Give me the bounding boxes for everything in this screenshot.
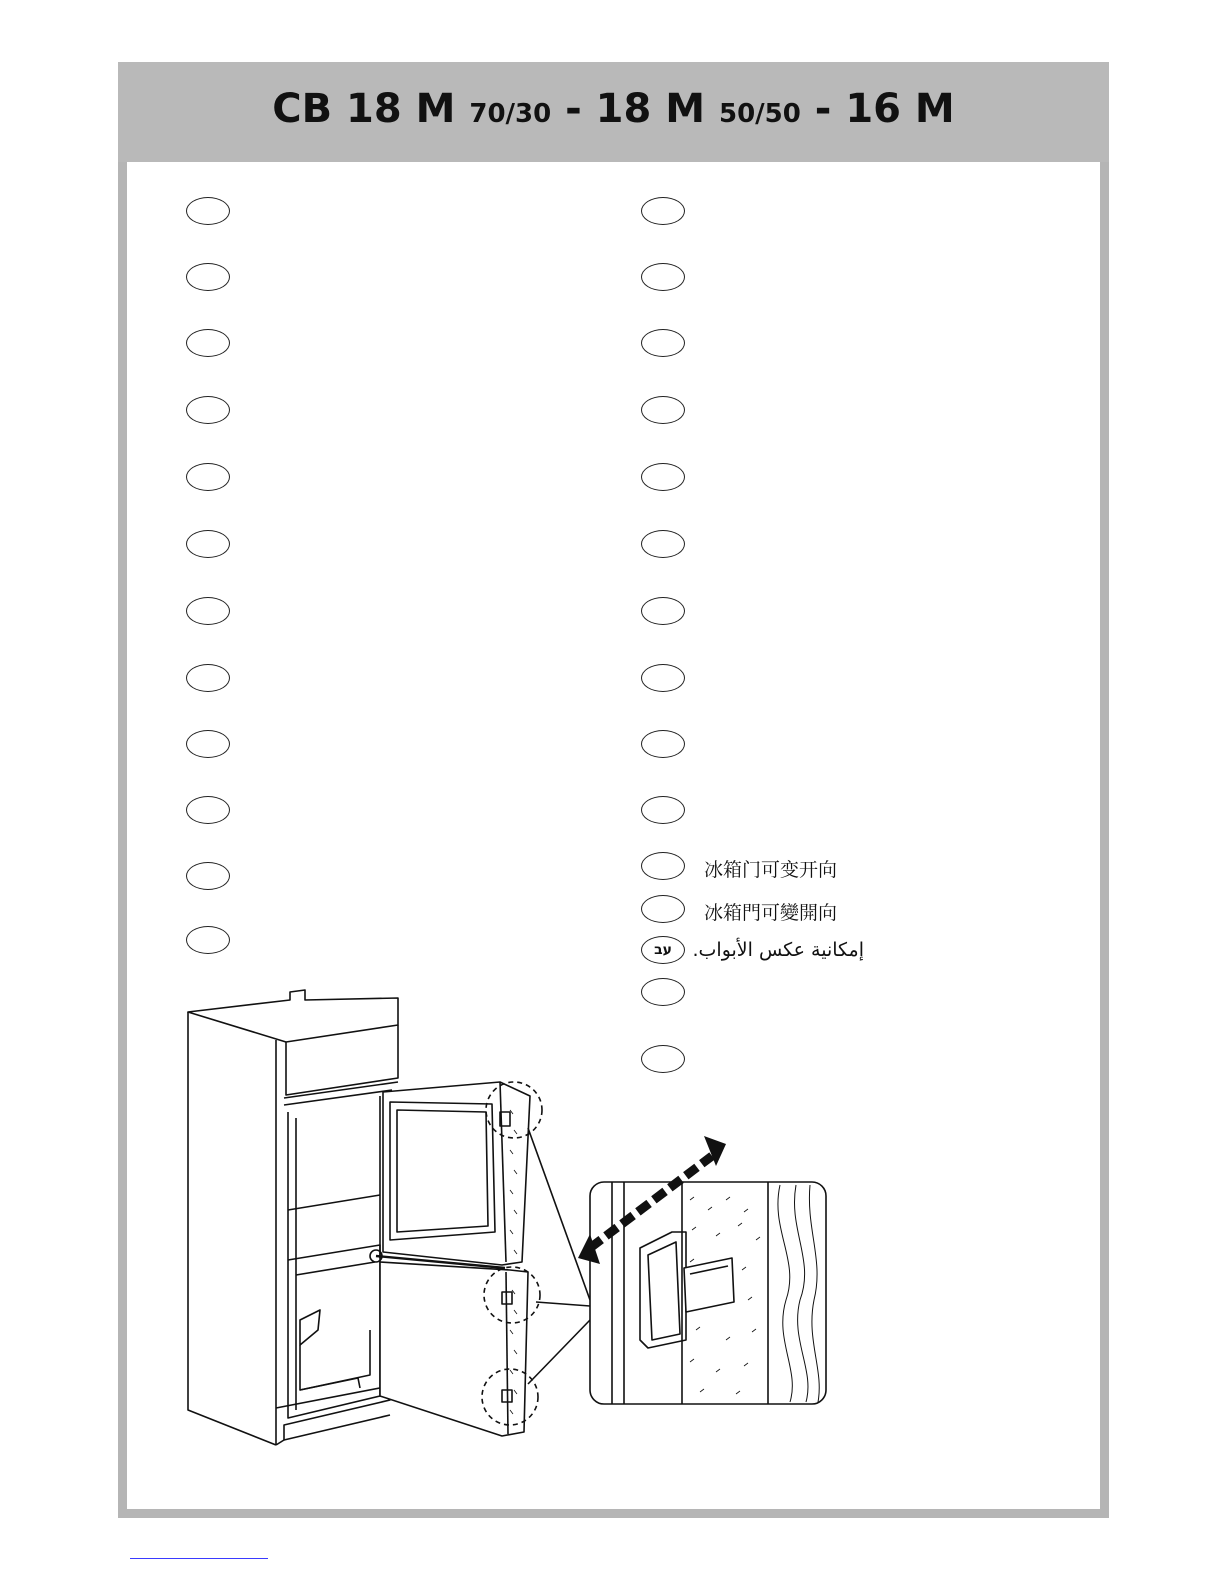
language-text-arabic: إمكانية عكس الأبواب. — [692, 939, 864, 961]
language-text-simplified-chinese: 冰箱门可变开向 — [704, 859, 838, 881]
language-text-traditional-chinese: 冰箱門可變開向 — [704, 902, 838, 924]
title-part-2: 70/30 — [469, 99, 552, 129]
title-part-3: - 18 M — [551, 86, 719, 132]
title-part-1: CB 18 M — [272, 86, 470, 132]
footer-link-underline[interactable] — [130, 1558, 268, 1559]
title-part-4: 50/50 — [719, 99, 801, 129]
language-code-hebrew: עב — [654, 942, 672, 958]
title-part-5: - 16 M — [800, 86, 955, 132]
